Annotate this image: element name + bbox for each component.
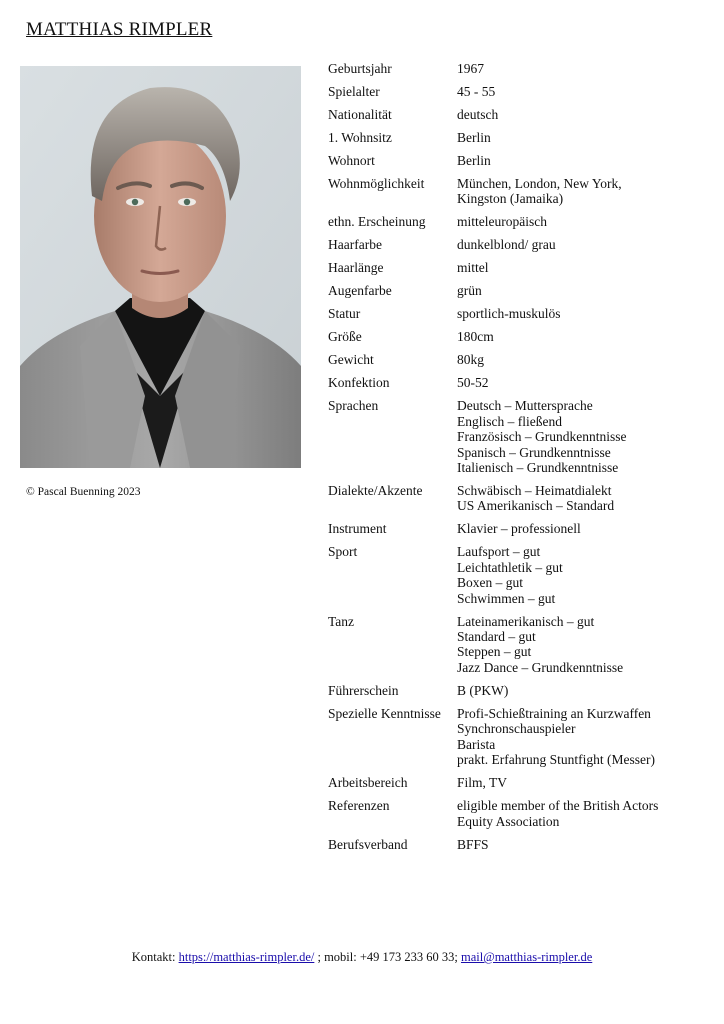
profile-label: Wohnmöglichkeit bbox=[328, 176, 425, 191]
profile-value bbox=[457, 306, 708, 321]
profile-value-line: Spanisch – Grundkenntnisse bbox=[457, 444, 611, 460]
profile-value bbox=[457, 237, 708, 252]
profile-value bbox=[457, 176, 708, 207]
profile-row bbox=[328, 61, 708, 76]
profile-label: Referenzen bbox=[328, 798, 390, 814]
profile-value-line: 1967 bbox=[457, 61, 484, 76]
profile-row bbox=[328, 775, 708, 790]
profile-label: Spezielle Kenntnisse bbox=[328, 705, 441, 721]
profile-value bbox=[457, 329, 708, 344]
profile-label: Konfektion bbox=[328, 375, 390, 391]
profile-label: Arbeitsbereich bbox=[328, 775, 408, 791]
profile-value bbox=[457, 214, 708, 229]
profile-value bbox=[457, 398, 708, 475]
profile-row bbox=[328, 84, 708, 99]
contact-footer bbox=[0, 950, 724, 965]
profile-row bbox=[328, 483, 708, 514]
profile-value bbox=[457, 61, 708, 76]
profile-label: 1. Wohnsitz bbox=[328, 130, 392, 145]
profile-value-line: Schwäbisch – Heimatdialekt bbox=[457, 483, 612, 499]
profile-label: Dialekte/Akzente bbox=[328, 483, 423, 499]
profile-value-line: Standard – gut bbox=[457, 629, 536, 645]
profile-value-line: prakt. Erfahrung Stuntfight (Messer) bbox=[457, 752, 655, 768]
profile-value bbox=[457, 837, 708, 852]
profile-row bbox=[328, 837, 708, 852]
profile-row bbox=[328, 798, 708, 829]
profile-value-line: Schwimmen – gut bbox=[457, 590, 556, 606]
profile-value-line: Berlin bbox=[457, 130, 491, 145]
profile-row bbox=[328, 614, 708, 676]
profile-label: Geburtsjahr bbox=[328, 61, 392, 76]
profile-value-line: Barista bbox=[457, 736, 496, 752]
profile-value bbox=[457, 544, 708, 606]
profile-value bbox=[457, 283, 708, 298]
profile-value-line: Synchronschauspieler bbox=[457, 721, 576, 737]
profile-value-line: Deutsch – Muttersprache bbox=[457, 398, 593, 414]
profile-value-line: Lateinamerikanisch – gut bbox=[457, 613, 595, 629]
profile-value-line: deutsch bbox=[457, 107, 499, 122]
profile-table bbox=[328, 61, 708, 860]
profile-value-line: 45 - 55 bbox=[457, 84, 496, 99]
contact-prefix: Kontakt: bbox=[131, 950, 179, 964]
profile-value bbox=[457, 107, 708, 122]
profile-value-line: Berlin bbox=[457, 153, 491, 168]
profile-value bbox=[457, 706, 708, 768]
portrait-photo bbox=[20, 66, 301, 468]
profile-value-line: Equity Association bbox=[457, 813, 560, 829]
profile-row bbox=[328, 153, 708, 168]
profile-label: Haarlänge bbox=[328, 260, 384, 276]
profile-row bbox=[328, 306, 708, 321]
profile-value-line: Französisch – Grundkenntnisse bbox=[457, 429, 627, 445]
profile-value-line: mitteleuropäisch bbox=[457, 214, 547, 230]
profile-value-line: Italienisch – Grundkenntnisse bbox=[457, 460, 619, 476]
profile-value bbox=[457, 84, 708, 99]
profile-row bbox=[328, 107, 708, 122]
profile-value-line: dunkelblond/ grau bbox=[457, 237, 556, 253]
profile-row bbox=[328, 521, 708, 536]
profile-value-line: mittel bbox=[457, 260, 489, 276]
profile-label: Instrument bbox=[328, 521, 387, 537]
profile-label: Größe bbox=[328, 329, 362, 345]
profile-label: ethn. Erscheinung bbox=[328, 214, 426, 230]
profile-value-line: Leichtathletik – gut bbox=[457, 559, 563, 575]
profile-row bbox=[328, 398, 708, 475]
profile-value bbox=[457, 798, 708, 829]
profile-value bbox=[457, 153, 708, 168]
profile-value-line: München, London, New York, bbox=[457, 176, 622, 191]
profile-value-line: B (PKW) bbox=[457, 682, 509, 698]
profile-label: Nationalität bbox=[328, 107, 392, 122]
profile-value bbox=[457, 614, 708, 676]
profile-label: Sprachen bbox=[328, 398, 379, 414]
profile-value-line: 180cm bbox=[457, 329, 494, 345]
profile-value bbox=[457, 683, 708, 698]
contact-phone: ; mobil: +49 173 233 60 33; bbox=[314, 950, 461, 964]
profile-row bbox=[328, 544, 708, 606]
profile-row bbox=[328, 130, 708, 145]
profile-value-line: Laufsport – gut bbox=[457, 544, 541, 560]
profile-label: Berufsverband bbox=[328, 836, 408, 852]
profile-value-line: Steppen – gut bbox=[457, 644, 532, 660]
profile-row bbox=[328, 283, 708, 298]
profile-row bbox=[328, 214, 708, 229]
profile-value-line: Englisch – fließend bbox=[457, 413, 562, 429]
profile-label: Statur bbox=[328, 306, 361, 322]
profile-value-line: sportlich-muskulös bbox=[457, 306, 561, 322]
website-link[interactable]: https://matthias-rimpler.de/ bbox=[178, 950, 315, 964]
profile-value-line: BFFS bbox=[457, 836, 489, 852]
profile-row bbox=[328, 176, 708, 207]
profile-value-line: Kingston (Jamaika) bbox=[457, 191, 564, 207]
profile-value bbox=[457, 260, 708, 275]
profile-label: Spielalter bbox=[328, 84, 380, 99]
profile-value-line: Profi-Schießtraining an Kurzwaffen bbox=[457, 705, 651, 721]
profile-value bbox=[457, 130, 708, 145]
profile-label: Führerschein bbox=[328, 682, 399, 698]
profile-row bbox=[328, 683, 708, 698]
profile-row bbox=[328, 352, 708, 367]
page-title: MATTHIAS RIMPLER bbox=[26, 19, 213, 40]
profile-label: Tanz bbox=[328, 613, 355, 629]
profile-value bbox=[457, 375, 708, 390]
profile-value-line: Jazz Dance – Grundkenntnisse bbox=[457, 659, 624, 675]
profile-value-line: 50-52 bbox=[457, 375, 489, 391]
profile-value-line: Klavier – professionell bbox=[457, 521, 581, 537]
profile-value-line: eligible member of the British Actors bbox=[457, 798, 659, 814]
profile-label: Augenfarbe bbox=[328, 283, 392, 299]
email-link[interactable]: mail@matthias-rimpler.de bbox=[460, 950, 593, 964]
profile-label: Gewicht bbox=[328, 352, 374, 368]
profile-value-line: 80kg bbox=[457, 352, 484, 368]
profile-row bbox=[328, 375, 708, 390]
profile-value bbox=[457, 521, 708, 536]
profile-value-line: US Amerikanisch – Standard bbox=[457, 498, 615, 514]
profile-row bbox=[328, 260, 708, 275]
profile-row bbox=[328, 706, 708, 768]
profile-value bbox=[457, 352, 708, 367]
photo-credit: © Pascal Buenning 2023 bbox=[26, 486, 141, 498]
profile-label: Sport bbox=[328, 544, 358, 560]
profile-value bbox=[457, 483, 708, 514]
profile-label: Wohnort bbox=[328, 153, 375, 168]
profile-value bbox=[457, 775, 708, 790]
profile-row bbox=[328, 237, 708, 252]
profile-label: Haarfarbe bbox=[328, 237, 382, 253]
profile-row bbox=[328, 329, 708, 344]
profile-value-line: grün bbox=[457, 283, 482, 299]
profile-value-line: Film, TV bbox=[457, 775, 508, 791]
profile-value-line: Boxen – gut bbox=[457, 575, 523, 591]
